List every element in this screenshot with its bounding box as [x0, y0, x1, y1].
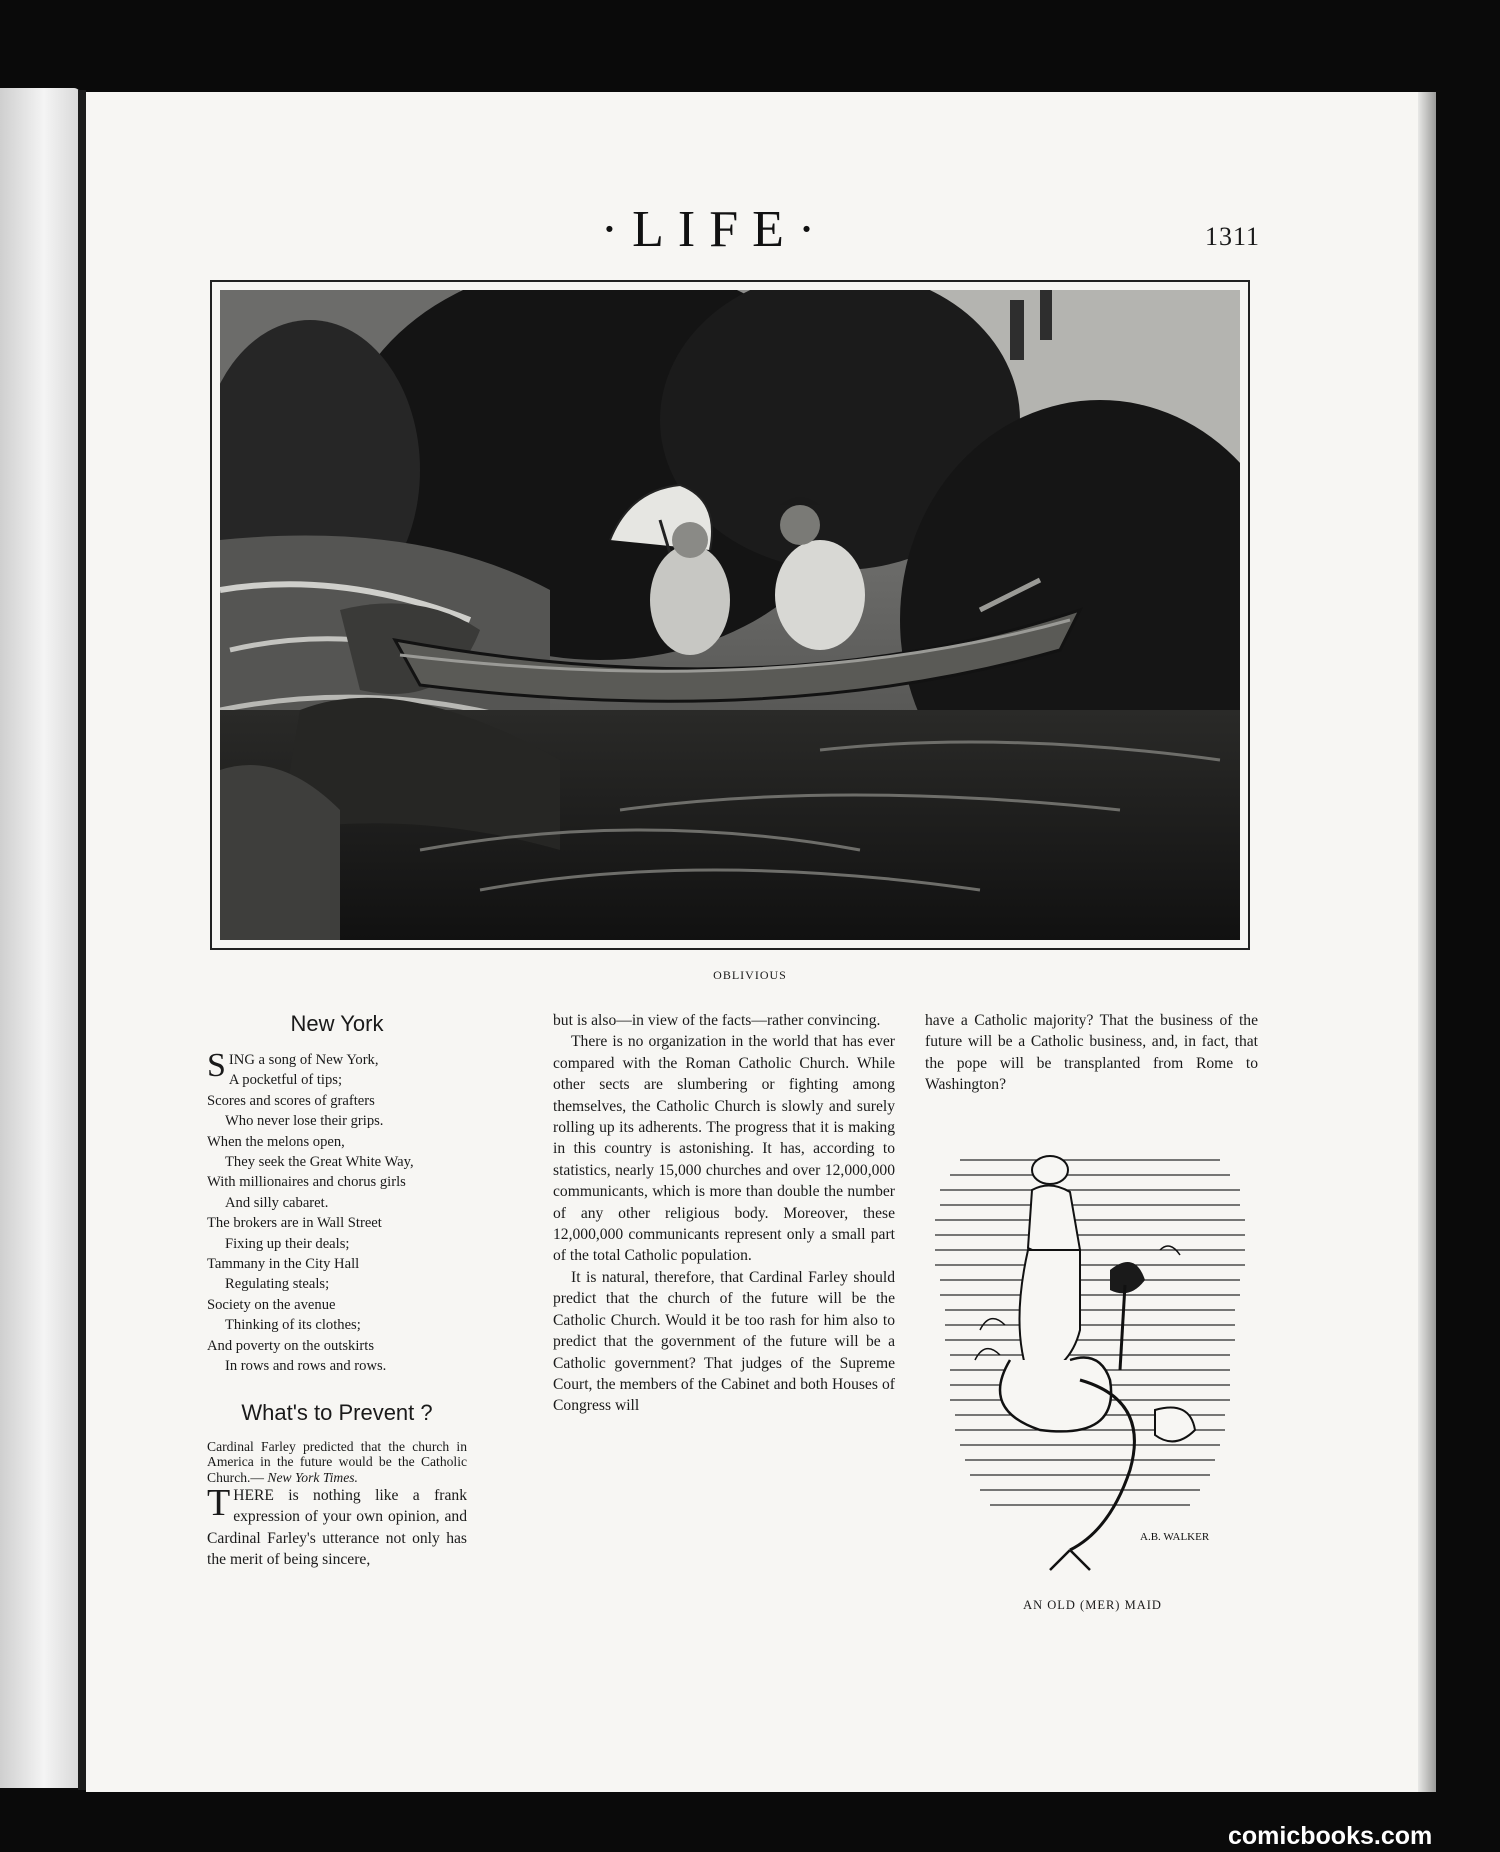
cartoon-signature: A.B. WALKER: [1140, 1531, 1210, 1543]
epigraph-text: Cardinal Farley predicted that the church in America in the future would be the Catholic Church.—: [207, 1438, 467, 1485]
article-epigraph: [207, 1439, 467, 1486]
poem-first-line-text: ING a song of New York,: [228, 1052, 379, 1068]
poem-drop-cap: S: [207, 1047, 226, 1084]
page-number: 1311: [1205, 222, 1261, 251]
poem-line: In rows and rows and rows.: [225, 1358, 387, 1375]
left-page-edge: [0, 88, 80, 1788]
poem-line: The brokers are in Wall Street: [207, 1215, 382, 1232]
article-drop-cap: T: [207, 1482, 231, 1524]
poem-line: Thinking of its clothes;: [225, 1317, 361, 1334]
article-paragraph-2: There is no organization in the world that has ever compared with the Roman Catholic Church. While other sects are slumbering or fighting among themselves, the Catholic Church is slowly and surely rolling up its adherents. The progress that it is making in this country is astonishing. It has, according to statistics, nearly 15,000 churches and over 12,000,000 communicants, which is more than double the number of any other religious body. Moreover, these 12,000,000 communicants represent only a small part of the total Catholic population.: [553, 1033, 895, 1265]
article-paragraph-1: [207, 1482, 467, 1571]
poem-line: Tammany in the City Hall: [207, 1256, 360, 1273]
article-paragraph-1-continued: but is also—in view of the facts—rather convincing.: [553, 1012, 881, 1029]
article-paragraph-3-continued: have a Catholic majority? That the business of the future will be a Catholic business, and, in fact, that the pope will be transplanted from Rome to Washington?: [925, 1012, 1258, 1094]
poem-line: With millionaires and chorus girls: [207, 1174, 406, 1191]
poem-line: Society on the avenue: [207, 1296, 336, 1313]
mermaid-cartoon: [920, 1130, 1265, 1580]
poem-line: Scores and scores of grafters: [207, 1092, 375, 1109]
poem-line: Regulating steals;: [225, 1276, 330, 1293]
poem-line: When the melons open,: [207, 1133, 345, 1150]
poem-line: A pocketful of tips;: [228, 1072, 343, 1089]
cartoon-caption: AN OLD (MER) MAID: [1023, 1598, 1162, 1612]
site-watermark: comicbooks.com: [1228, 1822, 1433, 1850]
epigraph-source: New York Times.: [267, 1469, 358, 1485]
masthead-title: ·LIFE·: [600, 201, 830, 258]
poem-title: New York: [290, 1011, 384, 1036]
poem-line: They seek the Great White Way,: [225, 1154, 414, 1171]
article-paragraph-1-text: HERE is nothing like a frank expression of your own opinion, and Cardinal Farley's utterance not only has the merit of being sincere,: [207, 1487, 467, 1569]
mermaid-cartoon-drawing: [920, 1130, 1265, 1580]
column-right: [925, 1010, 1258, 1096]
canoe-scene-drawing: [220, 290, 1240, 940]
article-paragraph-3: It is natural, therefore, that Cardinal Farley should predict that the church of the future will be the Catholic Church. Would it be too rash for him also to predict that the government of the future will be a Catholic government? That judges of the Supreme Court, the members of the Cabinet and both Houses of Congress will: [553, 1268, 895, 1415]
page-right-edge: [1418, 92, 1436, 1792]
poem-line: And poverty on the outskirts: [207, 1337, 375, 1354]
poem-line: Fixing up their deals;: [225, 1235, 350, 1252]
article-title: What's to Prevent ?: [241, 1399, 433, 1425]
poem-line: And silly cabaret.: [225, 1194, 329, 1211]
column-left: [207, 1010, 467, 1571]
book-spine: [78, 90, 86, 1790]
poem-line: Who never lose their grips.: [225, 1113, 384, 1130]
column-middle: [553, 1010, 895, 1417]
illustration-caption: OBLIVIOUS: [713, 968, 787, 982]
canoe-illustration: [210, 280, 1250, 950]
